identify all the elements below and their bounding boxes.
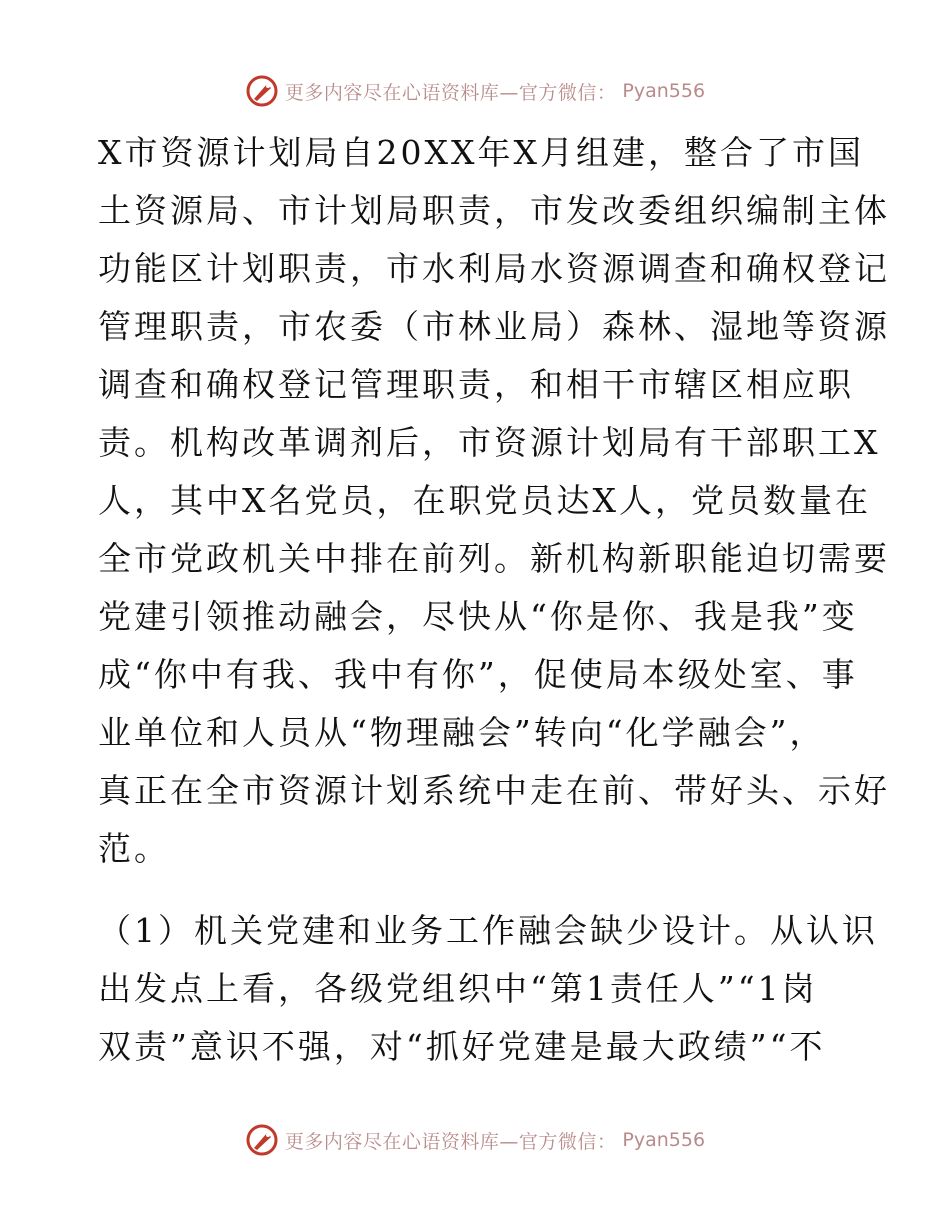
text-line: 真正在全市资源计划系统中走在前、带好头、示好 (98, 771, 890, 810)
text-line: 调查和确权登记管理职责，和相干市辖区相应职 (98, 365, 854, 404)
footer-watermark (0, 1123, 950, 1157)
text-line: 范。 (98, 829, 170, 868)
paragraph-1 (98, 124, 890, 878)
watermark-handle: Pyan556 (622, 80, 706, 102)
text-line: （1）机关党建和业务工作融会缺少设计。从认识 (98, 911, 878, 950)
text-line: 责。机构改革调剂后，市资源计划局有干部职工X (98, 423, 881, 462)
paragraph-2 (98, 902, 878, 1076)
text-line: 人，其中X名党员，在职党员达X人，党员数量在 (98, 481, 871, 520)
text-line: 全市党政机关中排在前列。新机构新职能迫切需要 (98, 539, 890, 578)
header-watermark (0, 74, 950, 108)
watermark-text: 更多内容尽在心语资料库—官方微信： (284, 1130, 617, 1153)
watermark-text: 更多内容尽在心语资料库—官方微信： (284, 81, 617, 104)
text-line: 管理职责，市农委（市林业局）森林、湿地等资源 (98, 307, 890, 346)
text-line: 土资源局、市计划局职责，市发改委组织编制主体 (98, 191, 890, 230)
watermark-handle: Pyan556 (622, 1129, 706, 1151)
text-line: 党建引领推动融会，尽快从“你是你、我是我”变 (98, 597, 858, 636)
text-line: 成“你中有我、我中有你”，促使局本级处室、事 (98, 655, 858, 694)
pen-nib-logo-icon (245, 1123, 279, 1157)
pen-nib-logo-icon (245, 74, 279, 108)
document-body (98, 124, 890, 1076)
text-line: 功能区计划职责，市水利局水资源调查和确权登记 (98, 249, 890, 288)
text-line: 出发点上看，各级党组织中“第1责任人”“1岗 (98, 969, 818, 1008)
text-line: 业单位和人员从“物理融会”转向“化学融会”， (98, 713, 826, 752)
text-line: X市资源计划局自20XX年X月组建，整合了市国 (98, 133, 864, 172)
text-line: 双责”意识不强，对“抓好党建是最大政绩”“不 (98, 1027, 826, 1066)
